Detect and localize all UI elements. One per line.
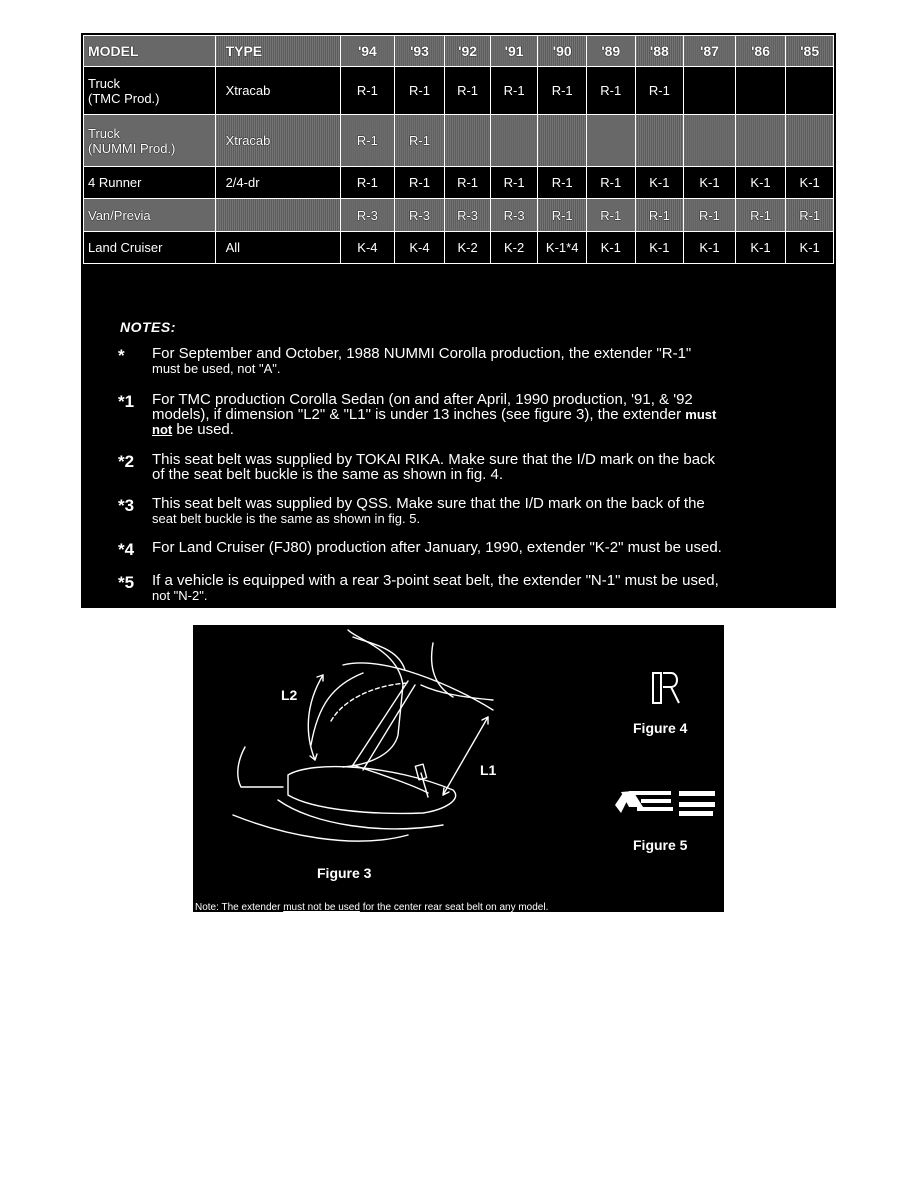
code-cell: R-1 (394, 115, 445, 167)
figure-panel (193, 625, 724, 912)
code-cell: R-1 (635, 67, 684, 115)
code-cell: R-1 (586, 67, 635, 115)
retractor-curve (432, 643, 453, 697)
header-year-85: '85 (786, 36, 834, 67)
code-cell: K-1 (684, 232, 736, 264)
code-cell: K-1 (786, 232, 834, 264)
code-cell: R-1 (341, 115, 395, 167)
note-body: For September and October, 1988 NUMMI Corolla production, the extender "R-1" must be used, not "A". (152, 345, 692, 376)
belt-upper (421, 685, 493, 700)
header-year-89: '89 (586, 36, 635, 67)
figure-3-caption: Figure 3 (317, 865, 372, 881)
code-cell (786, 115, 834, 167)
code-cell (735, 115, 786, 167)
code-cell: R-1 (445, 67, 491, 115)
table-row-land-cruiser (84, 232, 834, 264)
code-cell: K-4 (341, 232, 395, 264)
note-body: If a vehicle is equipped with a rear 3-point seat belt, the extender "N-1" must be used, not "N-2". (152, 572, 719, 603)
seat-belt-illustration (193, 625, 724, 912)
code-cell: K-1 (586, 232, 635, 264)
type-cell (215, 199, 341, 232)
code-cell: K-1 (735, 167, 786, 199)
code-cell: R-1 (538, 199, 587, 232)
note-mark: * (118, 346, 125, 365)
note-body: For Land Cruiser (FJ80) production after January, 1990, extender "K-2" must be used. (152, 539, 722, 556)
extender-application-table (83, 35, 834, 264)
table-row-truck-nummi (84, 115, 834, 167)
seat-back-outline (343, 630, 403, 767)
code-cell: R-1 (538, 67, 587, 115)
code-cell: R-1 (490, 167, 538, 199)
code-cell: R-1 (394, 67, 445, 115)
table-row-truck-tmc (84, 67, 834, 115)
code-cell: K-2 (490, 232, 538, 264)
header-year-94: '94 (341, 36, 395, 67)
seat-back-top (343, 663, 493, 710)
label-l1: L1 (480, 762, 497, 778)
note-mark: *3 (118, 496, 135, 515)
notes-heading: NOTES: (120, 319, 176, 335)
code-cell: R-1 (341, 67, 395, 115)
seat-cushion-lower (278, 800, 443, 829)
header-model: MODEL (84, 36, 216, 67)
note-mark: *2 (118, 452, 135, 471)
header-year-87: '87 (684, 36, 736, 67)
code-cell: R-1 (586, 167, 635, 199)
code-cell: R-3 (394, 199, 445, 232)
note-mark: *1 (118, 392, 135, 411)
code-cell (586, 115, 635, 167)
model-cell: Van/Previa (84, 199, 216, 232)
code-cell (684, 67, 736, 115)
header-year-93: '93 (394, 36, 445, 67)
header-type: TYPE (215, 36, 341, 67)
code-cell: R-1 (684, 199, 736, 232)
type-cell: Xtracab (215, 67, 341, 115)
code-cell: R-1 (538, 167, 587, 199)
model-cell: Truck (TMC Prod.) (84, 67, 216, 115)
header-year-90: '90 (538, 36, 587, 67)
code-cell (490, 115, 538, 167)
figure-5-caption: Figure 5 (633, 837, 688, 853)
code-cell: R-1 (635, 199, 684, 232)
code-cell: R-1 (341, 167, 395, 199)
header-year-86: '86 (735, 36, 786, 67)
note-mark: *5 (118, 573, 135, 592)
l2-arrow (308, 675, 323, 760)
code-cell: R-1 (490, 67, 538, 115)
seat-cushion-outline (288, 767, 456, 814)
header-year-92: '92 (445, 36, 491, 67)
code-cell: K-1 (635, 232, 684, 264)
figure-4-caption: Figure 4 (633, 720, 688, 736)
code-cell: K-1 (786, 167, 834, 199)
code-cell (735, 67, 786, 115)
code-cell: R-3 (490, 199, 538, 232)
code-cell: R-1 (786, 199, 834, 232)
table-header-row (84, 36, 834, 67)
code-cell (684, 115, 736, 167)
code-cell: K-1 (684, 167, 736, 199)
header-year-91: '91 (490, 36, 538, 67)
table-row-4runner (84, 167, 834, 199)
model-cell: Truck (NUMMI Prod.) (84, 115, 216, 167)
model-cell: 4 Runner (84, 167, 216, 199)
note-body: This seat belt was supplied by TOKAI RIKA. Make sure that the I/D mark on the back of the seat belt buckle is the same as shown in fig. 4. (152, 451, 716, 483)
code-cell (786, 67, 834, 115)
code-cell: R-1 (735, 199, 786, 232)
code-cell: R-1 (394, 167, 445, 199)
qss-logo (615, 791, 715, 816)
application-table-panel (81, 33, 836, 608)
type-cell: Xtracab (215, 115, 341, 167)
code-cell (635, 115, 684, 167)
code-cell (538, 115, 587, 167)
belt-strap-outer (363, 685, 415, 770)
code-cell: K-1*4 (538, 232, 587, 264)
tokai-rika-logo (653, 673, 679, 703)
table-row-van-previa (84, 199, 834, 232)
note-mark: *4 (118, 540, 135, 559)
note-body: This seat belt was supplied by QSS. Make sure that the I/D mark on the back of the seat belt buckle is the same as shown in fig. 5. (152, 495, 705, 526)
code-cell: K-1 (735, 232, 786, 264)
code-cell: K-1 (635, 167, 684, 199)
label-l2: L2 (281, 687, 298, 703)
header-year-88: '88 (635, 36, 684, 67)
code-cell: R-3 (445, 199, 491, 232)
figure-footnote: Note: The extender must not be used for the center rear seat belt on any model. (195, 902, 549, 912)
type-cell: 2/4-dr (215, 167, 341, 199)
model-cell: Land Cruiser (84, 232, 216, 264)
code-cell: R-3 (341, 199, 395, 232)
code-cell: R-1 (586, 199, 635, 232)
code-cell: R-1 (445, 167, 491, 199)
code-cell: K-4 (394, 232, 445, 264)
note-body: For TMC production Corolla Sedan (on and after April, 1990 production, '91, & '92 models), if dimension "L2" & "L1" is under 13 inches (see figure 3), the extender must not be used. (152, 391, 717, 438)
code-cell (445, 115, 491, 167)
code-cell: K-2 (445, 232, 491, 264)
l1-line (443, 717, 488, 795)
type-cell: All (215, 232, 341, 264)
side-hook (238, 747, 283, 787)
